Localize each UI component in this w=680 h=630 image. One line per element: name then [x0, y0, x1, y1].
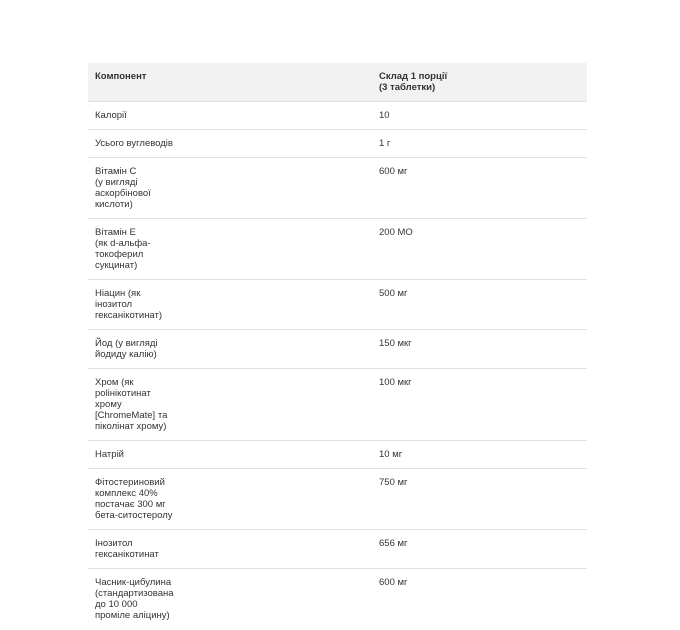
row-name: Вітамін С (у вигляді аскорбінової кислоти)	[95, 166, 151, 210]
row-name: Калорії	[95, 110, 127, 121]
row-name-cell	[88, 441, 372, 469]
header-amount	[372, 63, 587, 102]
row-amount-cell	[372, 569, 587, 630]
row-amount-cell	[372, 102, 587, 130]
row-amount: 500 мг	[379, 288, 408, 299]
table-row	[88, 569, 587, 630]
row-amount-cell	[372, 280, 587, 330]
row-amount-cell	[372, 158, 587, 219]
row-amount: 10	[379, 110, 390, 121]
header-row	[88, 63, 587, 102]
table-body	[88, 102, 587, 630]
row-name-cell	[88, 102, 372, 130]
table-row	[88, 219, 587, 280]
row-name: Натрій	[95, 449, 124, 460]
table-row	[88, 330, 587, 369]
row-name: Часник-цибулина (стандартизована до 10 000 проміле аліцину)	[95, 577, 174, 621]
table-row	[88, 441, 587, 469]
row-amount: 1 г	[379, 138, 391, 149]
row-amount-cell	[372, 330, 587, 369]
table-row	[88, 469, 587, 530]
supplement-facts-table	[88, 63, 587, 629]
header-amount-label: Склад 1 порції (3 таблетки)	[379, 71, 448, 93]
row-name: Інозитол гексанікотинат	[95, 538, 159, 560]
row-name: Фітостериновий комплекс 40% постачає 300 мг бета-ситостеролу	[95, 477, 173, 521]
row-amount: 10 мг	[379, 449, 403, 460]
row-name-cell	[88, 469, 372, 530]
row-amount-cell	[372, 441, 587, 469]
row-amount-cell	[372, 369, 587, 441]
row-amount-cell	[372, 219, 587, 280]
row-amount-cell	[372, 130, 587, 158]
row-name: Ніацин (як інозитол гексанікотинат)	[95, 288, 163, 321]
header-component-label: Компонент	[95, 71, 147, 82]
header-component	[88, 63, 372, 102]
row-name-cell	[88, 280, 372, 330]
table-row	[88, 158, 587, 219]
table-row	[88, 102, 587, 130]
row-amount: 150 мкг	[379, 338, 412, 349]
row-name: Хром (як polінікотинат хрому [ChromeMate] та піколінат хрому)	[95, 377, 168, 432]
row-name: Йод (у вигляді йодиду калію)	[95, 338, 158, 360]
table-row	[88, 280, 587, 330]
table-header	[88, 63, 587, 102]
row-amount: 600 мг	[379, 577, 408, 588]
row-amount-cell	[372, 469, 587, 530]
row-name-cell	[88, 530, 372, 569]
row-amount: 600 мг	[379, 166, 408, 177]
row-name-cell	[88, 130, 372, 158]
row-amount: 750 мг	[379, 477, 408, 488]
row-name-cell	[88, 569, 372, 630]
table-row	[88, 530, 587, 569]
row-name: Усього вуглеводів	[95, 138, 173, 149]
row-amount: 200 МО	[379, 227, 413, 238]
row-name-cell	[88, 330, 372, 369]
table-row	[88, 130, 587, 158]
row-amount: 656 мг	[379, 538, 408, 549]
table-row	[88, 369, 587, 441]
row-name-cell	[88, 369, 372, 441]
row-amount-cell	[372, 530, 587, 569]
row-name-cell	[88, 158, 372, 219]
row-name-cell	[88, 219, 372, 280]
row-amount: 100 мкг	[379, 377, 412, 388]
row-name: Вітамін Е (як d-альфа- токоферил сукцинат)	[95, 227, 151, 271]
